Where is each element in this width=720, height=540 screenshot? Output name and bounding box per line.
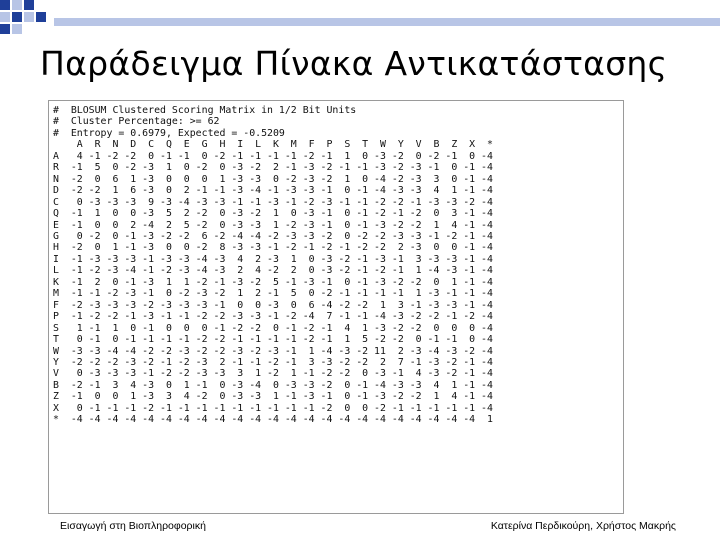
header-bar [54,18,720,26]
corner-square [0,12,10,22]
corner-square [24,0,34,10]
scoring-matrix-image [48,100,624,514]
corner-square [12,0,22,10]
slide-title: Παράδειγμα Πίνακα Αντικατάστασης [40,44,668,83]
corner-square [0,24,10,34]
footer-authors: Κατερίνα Περδικούρη, Χρήστος Μακρής [490,520,676,532]
corner-square [0,0,10,10]
scoring-matrix-text: # BLOSUM Clustered Scoring Matrix in 1/2 Bit Units # Cluster Percentage: >= 62 # Entropy = 0.6979, Expected = -0.5209 A R N D C Q E G H I L K M F P S T W Y V B Z X * A 4 -1 -2 -2 0 -1 -1 0 -2 -1 -1 -1 -1 -2 -1 1 0 -3 -2 0 -2 -1 0 -4 R -1 5 0 -2 -3 1 0 -2 0 -3 -2 2 -1 -3 -2 -1 -1 -3 -2 -3 -1 0 -1 -4 N -2 0 6 1 -3 0 0 0 1 -3 -3 0 -2 -3 -2 1 0 -4 -2 -3 3 0 -1 -4 D -2 -2 1 6 -3 0 2 -1 -1 -3 -4 -1 -3 -3 -1 0 -1 -4 -3 -3 4 1 -1 -4 C 0 -3 -3 -3 9 -3 -4 -3 -3 -1 -1 -3 -1 -2 -3 -1 -1 -2 -2 -1 -3 -3 -2 -4 Q -1 1 0 0 -3 5 2 -2 0 -3 -2 1 0 -3 -1 0 -1 -2 -1 -2 0 3 -1 -4 E -1 0 0 2 -4 2 5 -2 0 -3 -3 1 -2 -3 -1 0 -1 -3 -2 -2 1 4 -1 -4 G 0 -2 0 -1 -3 -2 -2 6 -2 -4 -4 -2 -3 -3 -2 0 -2 -2 -3 -3 -1 -2 -1 -4 H -2 0 1 -1 -3 0 0 -2 8 -3 -3 -1 -2 -1 -2 -1 -2 -2 2 -3 0 0 -1 -4 I -1 -3 -3 -3 -1 -3 -3 -4 -3 4 2 -3 1 0 -3 -2 -1 -3 -1 3 -3 -3 -1 -4 L -1 -2 -3 -4 -1 -2 -3 -4 -3 2 4 -2 2 0 -3 -2 -1 -2 -1 1 -4 -3 -1 -4 K -1 2 0 -1 -3 1 1 -2 -1 -3 -2 5 -1 -3 -1 0 -1 -3 -2 -2 0 1 -1 -4 M -1 -1 -2 -3 -1 0 -2 -3 -2 1 2 -1 5 0 -2 -1 -1 -1 -1 1 -3 -1 -1 -4 F -2 -3 -3 -3 -2 -3 -3 -3 -1 0 0 -3 0 6 -4 -2 -2 1 3 -1 -3 -3 -1 -4 P -1 -2 -2 -1 -3 -1 -1 -2 -2 -3 -3 -1 -2 -4 7 -1 -1 -4 -3 -2 -2 -1 -2 -4 S 1 -1 1 0 -1 0 0 0 -1 -2 -2 0 -1 -2 -1 4 1 -3 -2 -2 0 0 0 -4 T 0 -1 0 -1 -1 -1 -1 -2 -2 -1 -1 -1 -1 -2 -1 1 5 -2 -2 0 -1 -1 0 -4 W -3 -3 -4 -4 -2 -2 -3 -2 -2 -3 -2 -3 -1 1 -4 -3 -2 11 2 -3 -4 -3 -2 -4 Y -2 -2 -2 -3 -2 -1 -2 -3 2 -1 -1 -2 -1 3 -3 -2 -2 2 7 -1 -3 -2 -1 -4 V 0 -3 -3 -3 -1 -2 -2 -3 -3 3 1 -2 1 -1 -2 -2 0 -3 -1 4 -3 -2 -1 -4 B -2 -1 3 4 -3 0 1 -1 0 -3 -4 0 -3 -3 -2 0 -1 -4 -3 -3 4 1 -1 -4 Z -1 0 0 1 -3 3 4 -2 0 -3 -3 1 -1 -3 -1 0 -1 -3 -2 -2 1 4 -1 -4 X 0 -1 -1 -1 -2 -1 -1 -1 -1 -1 -1 -1 -1 -1 -2 0 0 -2 -1 -1 -1 -1 -1 -4 * -4 -4 -4 -4 -4 -4 -4 -4 -4 -4 -4 -4 -4 -4 -4 -4 -4 -4 -4 -4 -4 -4 -4 1 [53,105,493,426]
corner-square [24,12,34,22]
corner-decoration [0,0,56,36]
corner-square [12,24,22,34]
footer-course: Εισαγωγή στη Βιοπληροφορική [60,520,206,532]
corner-square [12,12,22,22]
corner-square [36,12,46,22]
